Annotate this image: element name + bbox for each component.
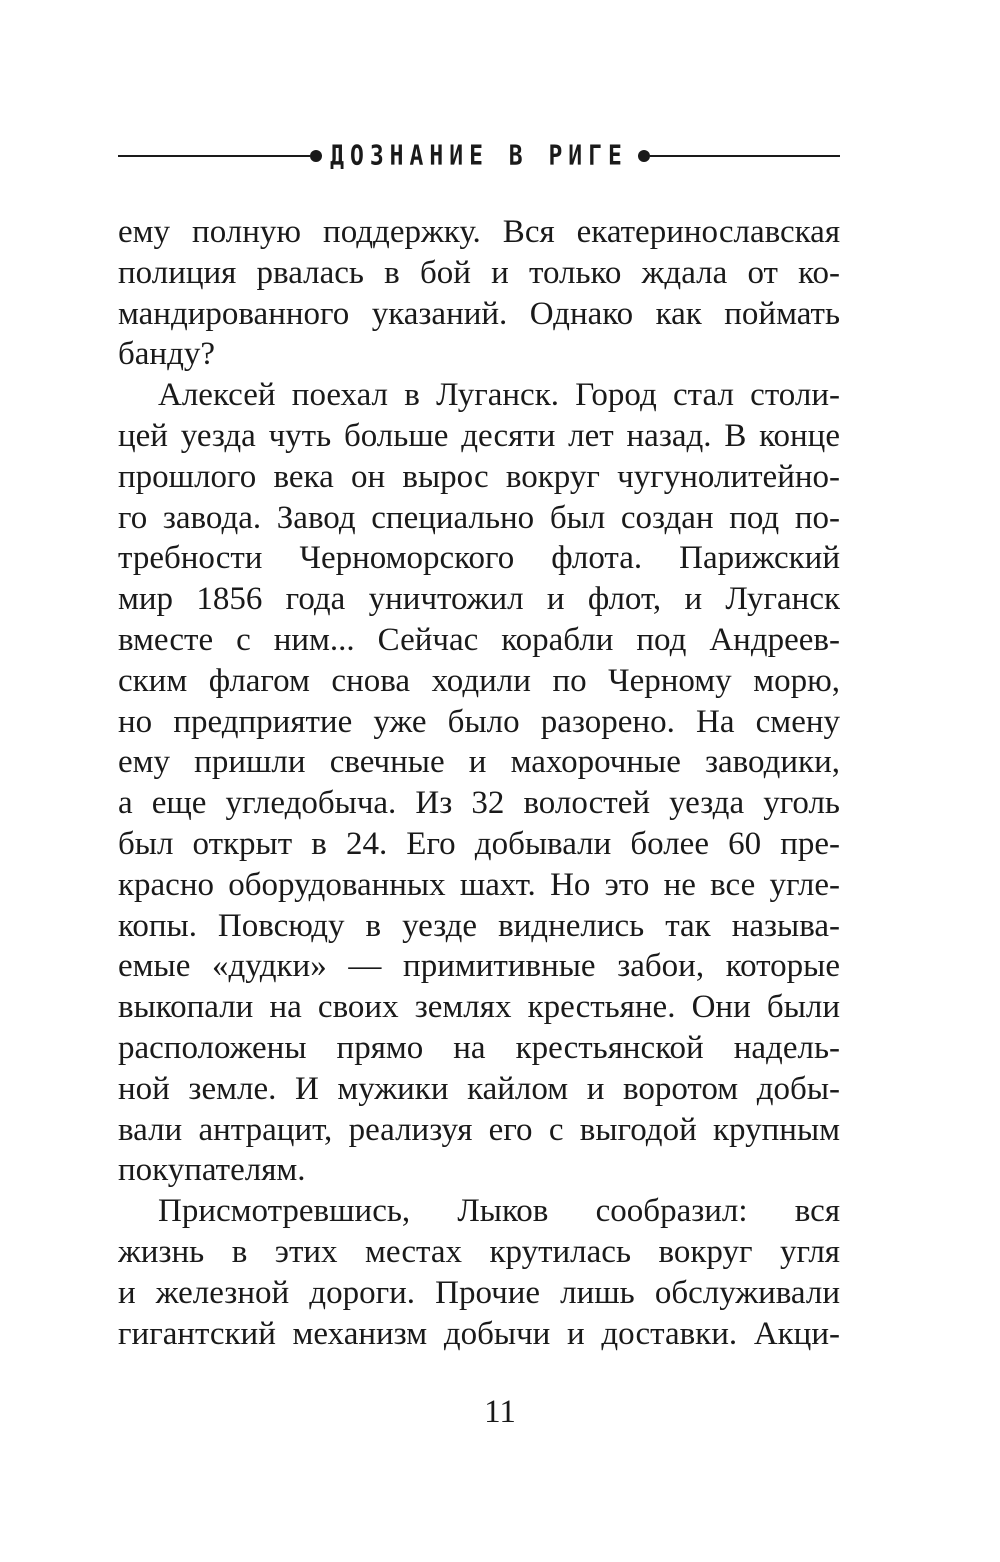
text-line: покупателям. (118, 1152, 306, 1189)
text-line: Алексей поехал в Луганск. Город стал столи- (158, 377, 840, 414)
text-line: ему полную поддержку. Вся екатеринославская (118, 214, 840, 250)
text-line: а еще угледобыча. Из 32 волостей уезда уголь (118, 785, 840, 822)
text-line: копы. Повсюду в уезде виднелись так называ- (118, 907, 840, 944)
text-line: и железной дороги. Прочие лишь обслуживали (118, 1274, 840, 1311)
text-line: красно оборудованных шахт. Но это не все угле- (118, 866, 840, 903)
text-line: гигантский механизм добычи и доставки. Акци- (118, 1315, 840, 1352)
text-line: но предприятие уже было разорено. На смену (118, 703, 840, 740)
text-line: вали антрацит, реализуя его с выгодой крупным (118, 1111, 840, 1148)
header-ornament-dot-left (310, 150, 322, 162)
running-header-title: ДОЗНАНИЕ В РИГЕ (330, 140, 628, 172)
text-line: требности Черноморского флота. Парижский (118, 540, 840, 577)
text-line: емые «дудки» — примитивные забои, которые (118, 948, 840, 985)
text-line: прошлого века он вырос вокруг чугунолитейно- (118, 458, 840, 495)
text-line: ским флагом снова ходили по Черному морю, (118, 662, 840, 699)
text-line: мандированного указаний. Однако как поймать (118, 295, 840, 332)
text-line: ной земле. И мужики кайлом и воротом добы- (118, 1070, 840, 1107)
text-line: го завода. Завод специально был создан под по- (118, 499, 840, 536)
text-line: цей уезда чуть больше десяти лет назад. В конце (118, 417, 840, 454)
header-rule-left (118, 155, 310, 157)
text-line: Присмотревшись, Лыков сообразил: вся (158, 1193, 840, 1230)
text-line: вместе с ним... Сейчас корабли под Андреев- (118, 621, 840, 658)
text-line: мир 1856 года уничтожил и флот, и Луганск (118, 581, 840, 618)
body-text (118, 212, 840, 1354)
text-line: ему пришли свечные и махорочные заводики, (118, 744, 840, 781)
text-line: был открыт в 24. Его добывали более 60 пре- (118, 825, 840, 862)
text-line: расположены прямо на крестьянской надель- (118, 1029, 840, 1066)
running-header (118, 138, 840, 174)
header-ornament-dot-right (638, 150, 650, 162)
text-line: банду? (118, 336, 216, 373)
page-number: 11 (484, 1394, 516, 1430)
text-line: жизнь в этих местах крутилась вокруг угля (118, 1233, 840, 1270)
text-line: выкопали на своих землях крестьяне. Они были (118, 989, 840, 1026)
text-line: полиция рвалась в бой и только ждала от ко- (118, 254, 840, 291)
header-rule-right (650, 155, 840, 157)
